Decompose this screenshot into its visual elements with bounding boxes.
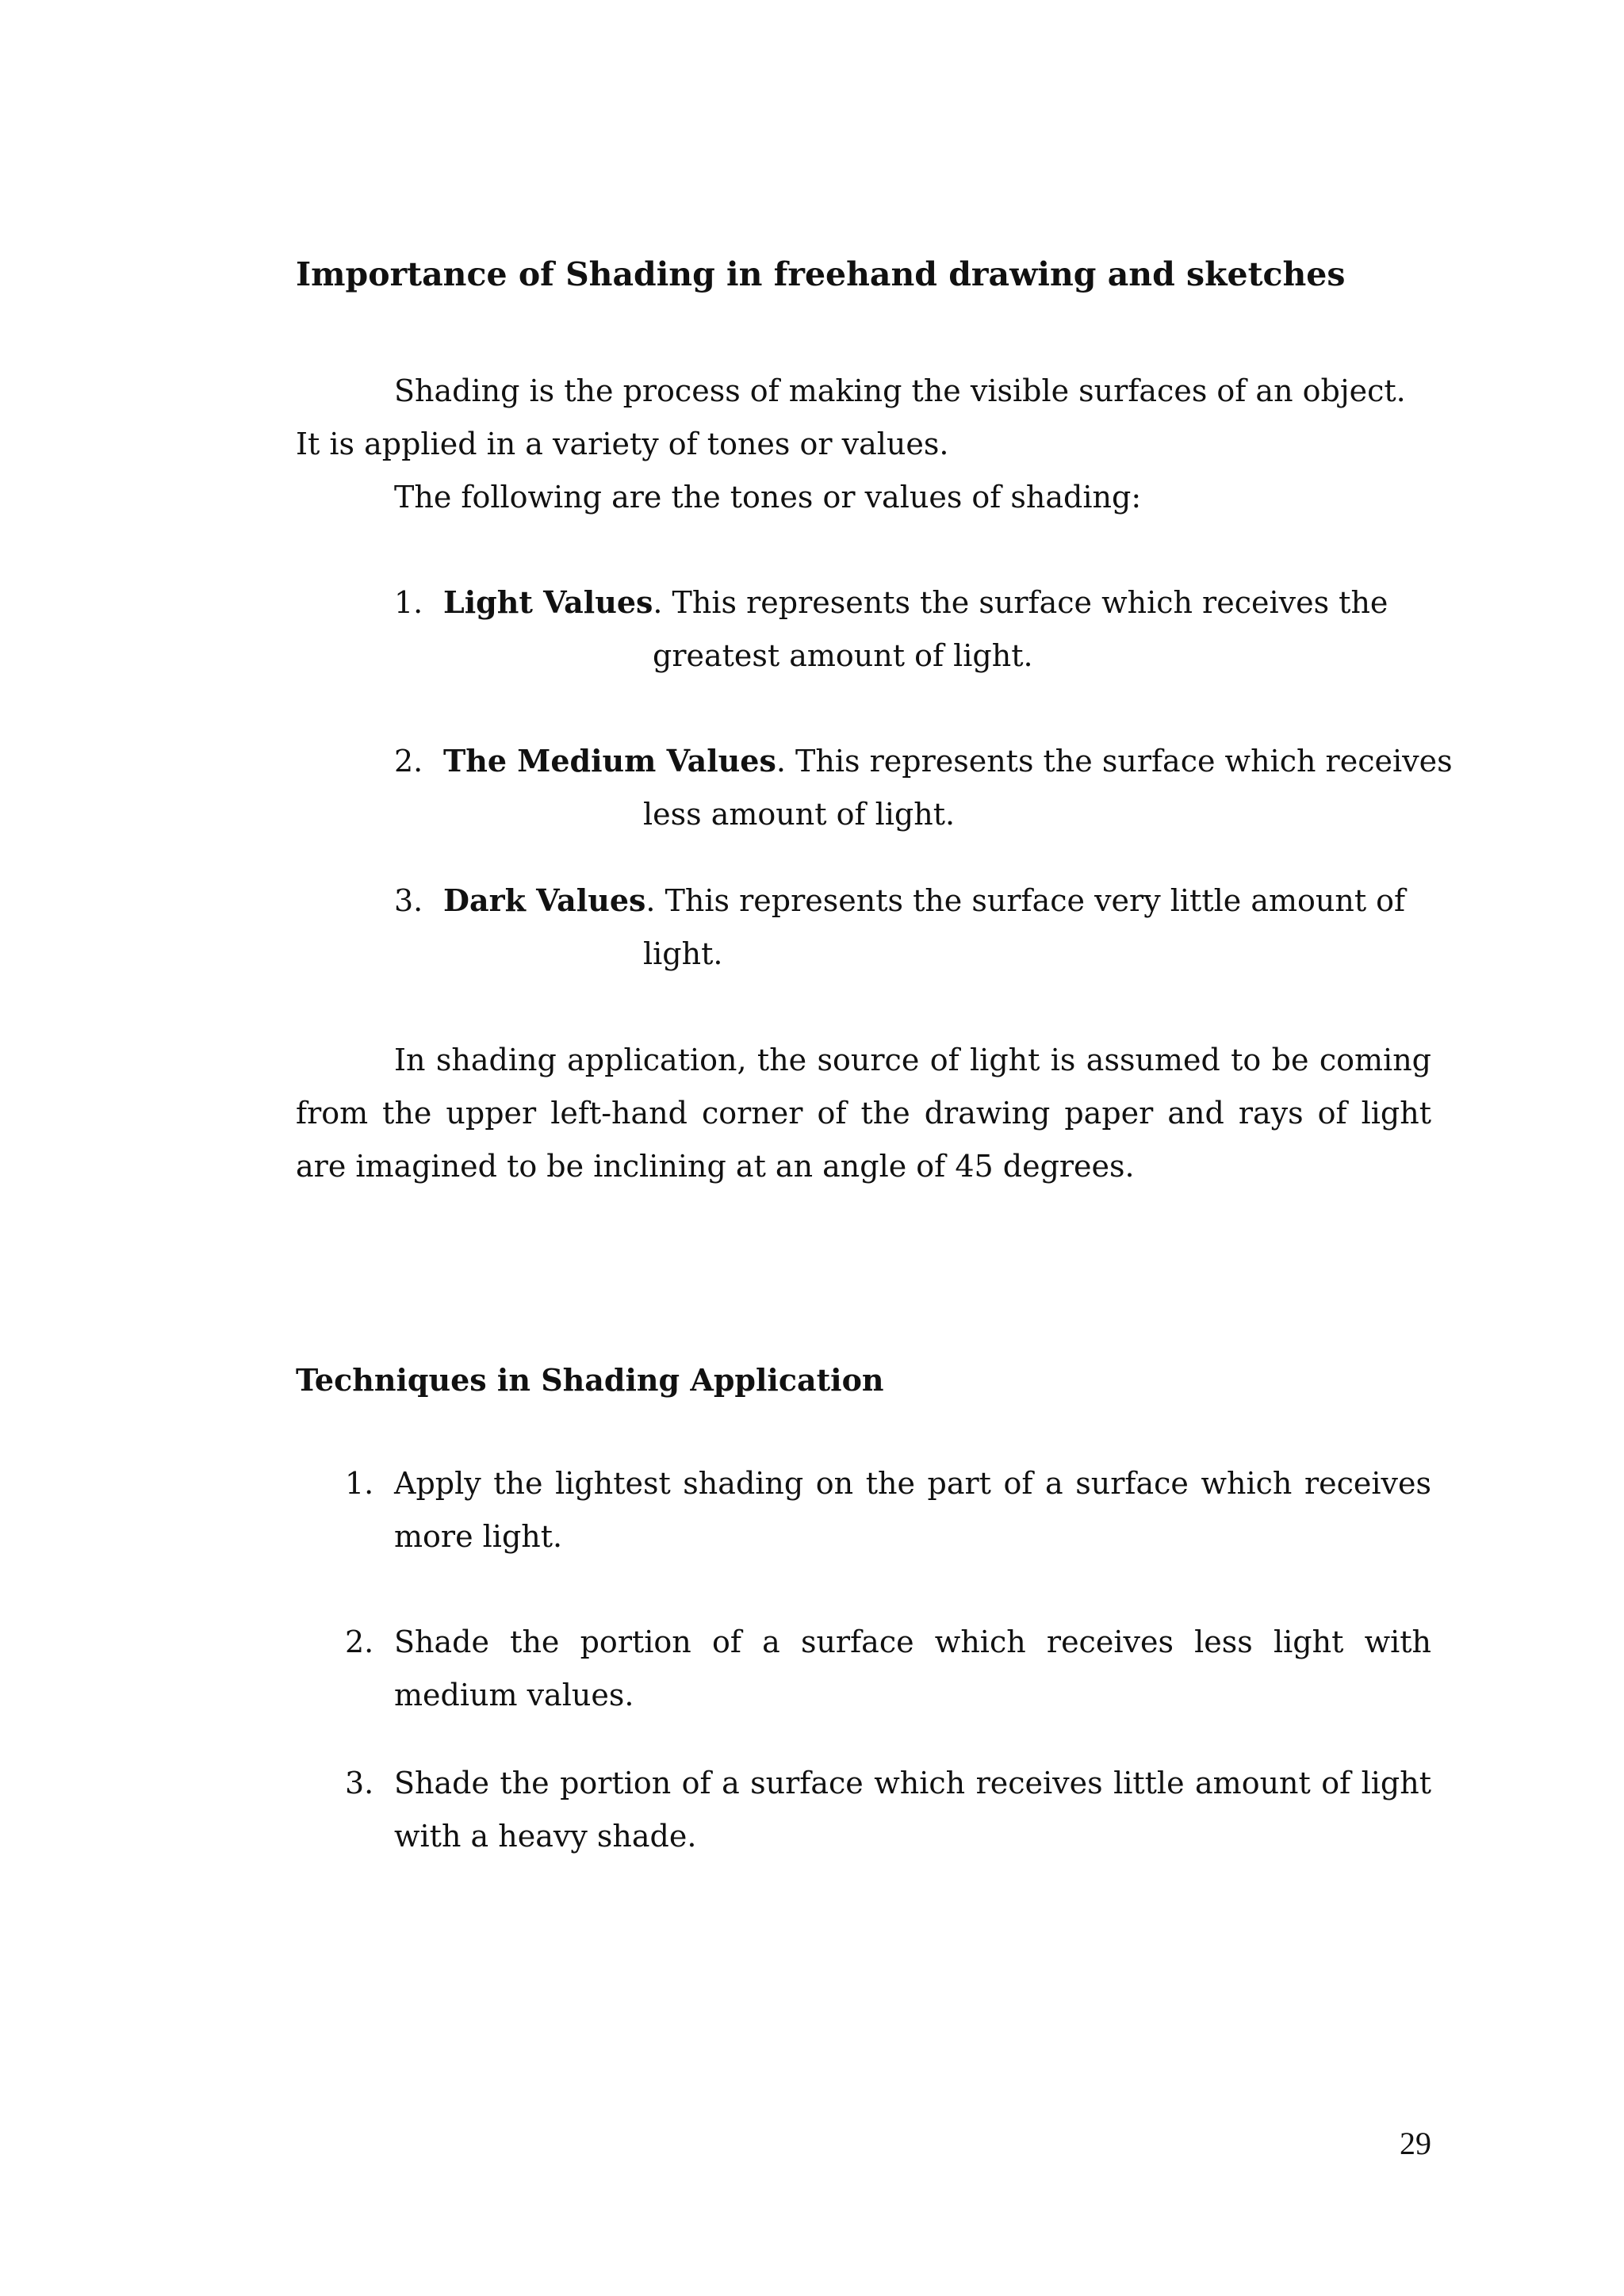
list-item-number: 1. bbox=[345, 1466, 374, 1501]
list-item-number: 3. bbox=[345, 1766, 374, 1800]
list-item-text: Shade the portion of a surface which receives little amount of light with a heavy shade. bbox=[394, 1766, 1431, 1854]
list-item-continuation: less amount of light. bbox=[643, 797, 956, 832]
list-item-continuation: light. bbox=[643, 936, 723, 971]
list-item bbox=[296, 1457, 1431, 1563]
section-heading-importance-of-shading: Importance of Shading in freehand drawing and sketches bbox=[296, 255, 1346, 293]
list-item bbox=[296, 1616, 1431, 1722]
list-item-number: 3. bbox=[394, 883, 423, 918]
list-item bbox=[394, 576, 1388, 683]
list-item-continuation: greatest amount of light. bbox=[653, 638, 1033, 673]
list-item-description: . This represents the surface which receives bbox=[776, 744, 1453, 779]
list-item-number: 2. bbox=[345, 1624, 374, 1659]
list-item-text: Apply the lightest shading on the part of a surface which receives more light. bbox=[394, 1466, 1431, 1554]
section-heading-techniques: Techniques in Shading Application bbox=[296, 1362, 884, 1398]
list-item-term: Light Values bbox=[443, 584, 653, 620]
list-item-description: . This represents the surface very little amount of bbox=[645, 883, 1406, 918]
list-item bbox=[296, 1757, 1431, 1863]
light-source-paragraph: In shading application, the source of light is assumed to be coming from the upper left-hand corner of the drawing paper and rays of light are imagined to be inclining at an angle of 45 degrees. bbox=[296, 1043, 1431, 1184]
list-item-number: 2. bbox=[394, 744, 423, 779]
intro-paragraph: Shading is the process of making the visible surfaces of an object. It is applied in a variety of tones or values. bbox=[296, 373, 1406, 461]
list-item-term: The Medium Values bbox=[443, 743, 776, 779]
list-item-text: Shade the portion of a surface which receives less light with medium values. bbox=[394, 1624, 1431, 1712]
list-item bbox=[394, 734, 1453, 841]
list-item bbox=[394, 874, 1405, 981]
page-number: 29 bbox=[1400, 2126, 1431, 2161]
list-item-description: . This represents the surface which receives the bbox=[653, 585, 1388, 620]
list-item-number: 1. bbox=[394, 585, 423, 620]
list-intro-paragraph: The following are the tones or values of shading: bbox=[394, 480, 1142, 515]
list-item-term: Dark Values bbox=[443, 882, 646, 918]
